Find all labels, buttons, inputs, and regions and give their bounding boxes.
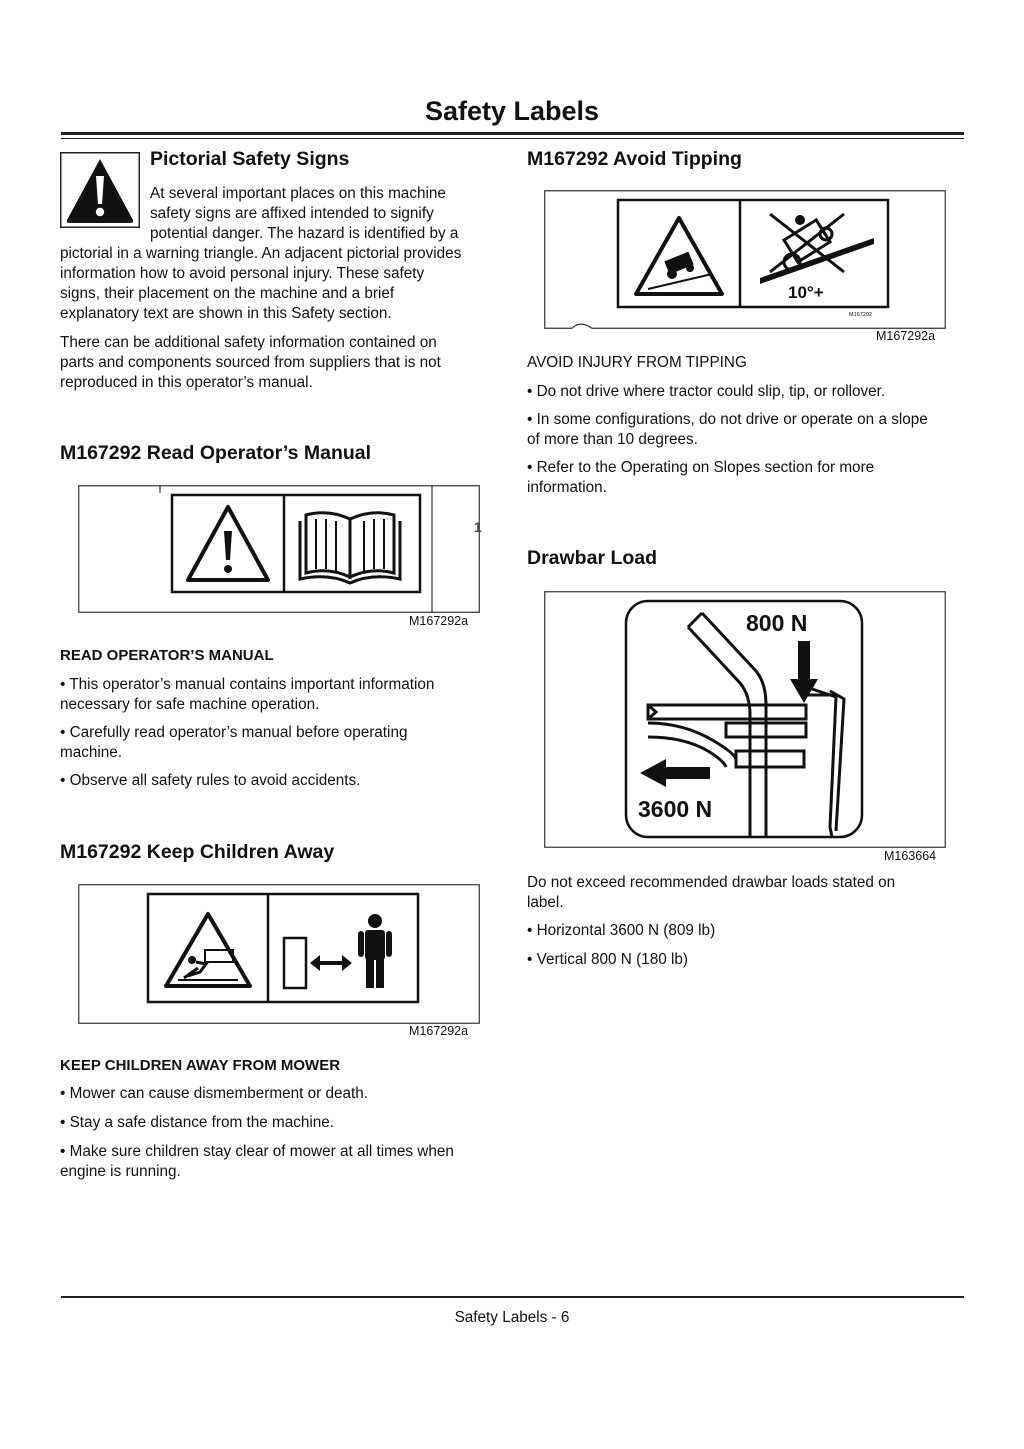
text-line: safety signs are affixed intended to signify	[150, 205, 434, 222]
title-rule-thin	[61, 138, 964, 139]
children-figure-id: M167292a	[409, 1024, 469, 1038]
text-line: • Vertical 800 N (180 lb)	[527, 951, 688, 968]
children-caps: KEEP CHILDREN AWAY FROM MOWER	[60, 1057, 341, 1074]
drawbar-bullet	[527, 921, 715, 941]
text-line: At several important places on this machine	[150, 185, 446, 202]
text-line: • Observe all safety rules to avoid accidents.	[60, 772, 361, 789]
text-line: • Refer to the Operating on Slopes section for more	[527, 459, 875, 476]
tipping-bullet	[527, 382, 885, 402]
text-line: Do not exceed recommended drawbar loads stated on	[527, 874, 896, 891]
text-line: information how to avoid personal injury. These safety	[60, 265, 425, 282]
tipping-figure-id: M167292a	[876, 329, 936, 343]
children-bullet	[60, 1142, 454, 1182]
tipping-decal-figure	[544, 190, 946, 329]
read-manual-caps: READ OPERATOR’S MANUAL	[60, 647, 274, 664]
read-manual-heading: M167292 Read Operator’s Manual	[60, 442, 372, 464]
decal-code-label: M167292	[849, 312, 872, 318]
children-bullet	[60, 1113, 334, 1133]
drawbar-bullet	[527, 950, 688, 970]
read-manual-bullet	[60, 675, 434, 715]
read-manual-figure-id: M167292a	[409, 614, 469, 628]
text-line: • This operator’s manual contains important information	[60, 676, 435, 693]
text-line: machine.	[60, 744, 123, 761]
decal-angle-label: 10°+	[788, 283, 824, 302]
pictorial-para1-full	[60, 244, 461, 324]
text-line: • Stay a safe distance from the machine.	[60, 1114, 335, 1131]
pictorial-heading: Pictorial Safety Signs	[150, 148, 350, 170]
text-line: • Horizontal 3600 N (809 lb)	[527, 922, 716, 939]
text-line: • Make sure children stay clear of mower at all times when	[60, 1143, 454, 1160]
warning-triangle-icon	[60, 152, 140, 228]
drawbar-decal-figure	[544, 591, 946, 848]
page-footer: Safety Labels - 6	[454, 1309, 570, 1326]
horizontal-load-label: 3600 N	[638, 796, 713, 822]
footer-rule	[61, 1296, 964, 1298]
text-line: • Carefully read operator’s manual before operating	[60, 724, 408, 741]
text-line: • In some configurations, do not drive or operate on a slope	[527, 411, 928, 428]
tipping-caps: AVOID INJURY FROM TIPPING	[527, 354, 747, 371]
tipping-bullet	[527, 458, 874, 498]
children-heading: M167292 Keep Children Away	[60, 841, 335, 863]
text-line: explanatory text are shown in this Safety section.	[60, 305, 392, 322]
text-line: • Mower can cause dismemberment or death.	[60, 1085, 369, 1102]
tipping-heading: M167292 Avoid Tipping	[527, 148, 742, 170]
read-manual-bullet	[60, 771, 360, 791]
read-manual-decal-figure	[78, 485, 480, 613]
book-icon	[300, 513, 400, 583]
drawbar-intro	[527, 873, 895, 913]
text-line: potential danger. The hazard is identified by a	[150, 225, 459, 242]
text-line: engine is running.	[60, 1163, 181, 1180]
text-line: necessary for safe machine operation.	[60, 696, 320, 713]
vertical-load-label: 800 N	[746, 610, 808, 636]
svg-text:1: 1	[474, 519, 482, 535]
drawbar-figure-id: M163664	[884, 849, 937, 863]
pictorial-para1-indented	[150, 184, 458, 244]
page-title: Safety Labels	[424, 96, 600, 126]
title-rule-thick	[61, 132, 964, 135]
text-line: reproduced in this operator’s manual.	[60, 374, 313, 391]
pictorial-para2	[60, 333, 441, 393]
text-line: There can be additional safety information contained on	[60, 334, 437, 351]
text-line: signs, their placement on the machine and a brief	[60, 285, 395, 302]
text-line: parts and components sourced from suppliers that is not	[60, 354, 441, 371]
read-manual-bullet	[60, 723, 407, 763]
text-line: pictorial in a warning triangle. An adjacent pictorial provides	[60, 245, 462, 262]
text-line: of more than 10 degrees.	[527, 431, 698, 448]
text-line: • Do not drive where tractor could slip, tip, or rollover.	[527, 383, 886, 400]
children-decal-figure	[78, 884, 480, 1024]
drawbar-heading: Drawbar Load	[527, 547, 658, 569]
children-bullet	[60, 1084, 368, 1104]
text-line: label.	[527, 894, 564, 911]
text-line: information.	[527, 479, 607, 496]
tipping-bullet	[527, 410, 928, 450]
